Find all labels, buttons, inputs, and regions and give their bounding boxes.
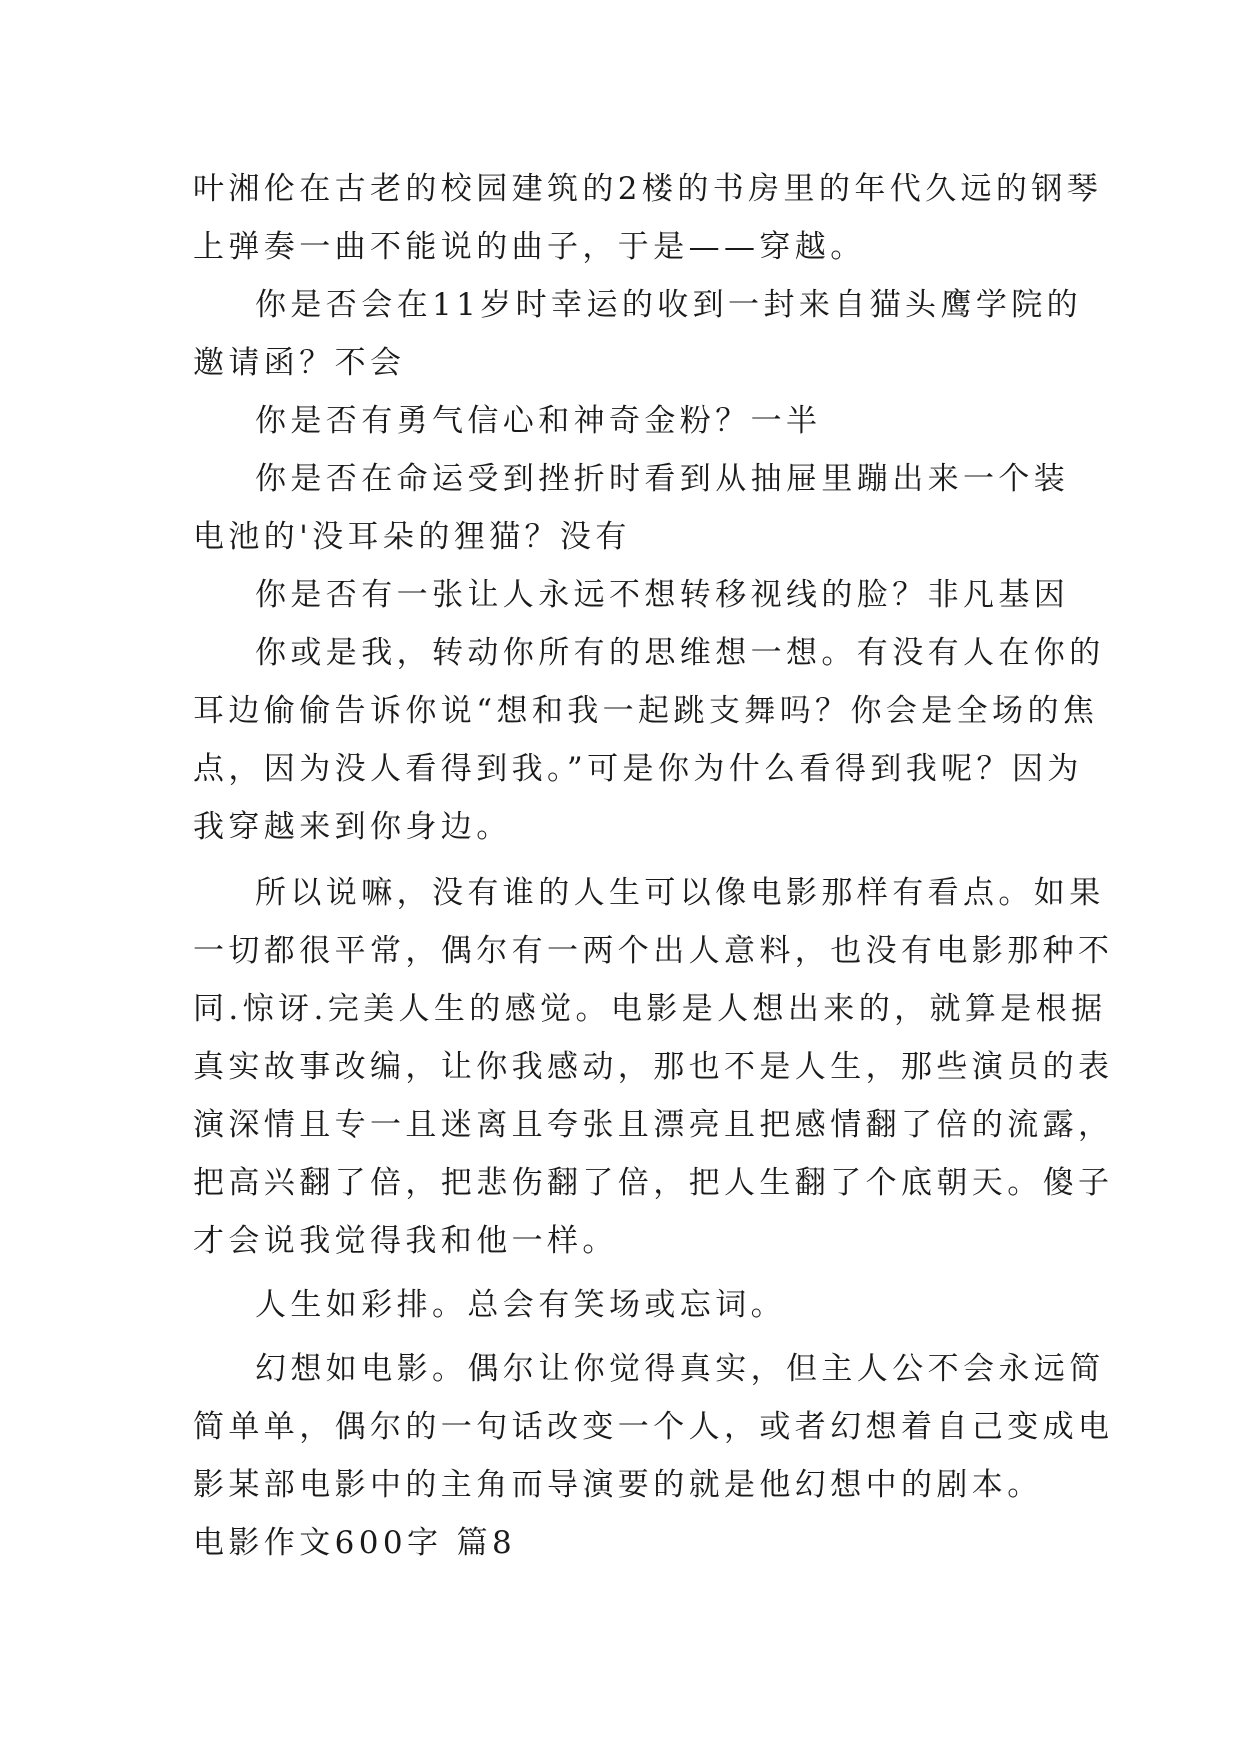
text-line: 真实故事改编，让你我感动，那也不是人生，那些演员的表 (193, 1049, 1114, 1085)
text-line: 耳边偷偷告诉你说“想和我一起跳支舞吗？你会是全场的焦 (193, 693, 1099, 729)
text-line: 邀请函？不会 (193, 345, 406, 381)
section-heading: 电影作文600字 篇8 (193, 1525, 517, 1561)
text-line: 影某部电影中的主角而导演要的就是他幻想中的剧本。 (193, 1467, 1043, 1503)
text-line: 幻想如电影。偶尔让你觉得真实，但主人公不会永远简 (255, 1351, 1105, 1387)
text-line: 一切都很平常，偶尔有一两个出人意料，也没有电影那种不 (193, 933, 1114, 969)
text-line: 点，因为没人看得到我。”可是你为什么看得到我呢？因为 (193, 751, 1083, 787)
text-line: 所以说嘛，没有谁的人生可以像电影那样有看点。如果 (255, 875, 1105, 911)
text-line: 叶湘伦在古老的校园建筑的2楼的书房里的年代久远的钢琴 (193, 171, 1103, 207)
text-line: 人生如彩排。总会有笑场或忘词。 (255, 1287, 786, 1323)
text-line: 简单单，偶尔的一句话改变一个人，或者幻想着自己变成电 (193, 1409, 1114, 1445)
text-line: 你是否有一张让人永远不想转移视线的脸？非凡基因 (255, 577, 1070, 613)
text-line: 才会说我觉得我和他一样。 (193, 1223, 618, 1259)
text-line: 我穿越来到你身边。 (193, 809, 512, 845)
text-line: 同.惊讶.完美人生的感觉。电影是人想出来的，就算是根据 (193, 991, 1107, 1027)
text-line: 你是否会在11岁时幸运的收到一封来自猫头鹰学院的 (255, 287, 1083, 323)
text-line: 你是否在命运受到挫折时看到从抽屉里蹦出来一个装 (255, 461, 1070, 497)
text-line: 上弹奏一曲不能说的曲子，于是——穿越。 (193, 229, 866, 265)
text-line: 你是否有勇气信心和神奇金粉？一半 (255, 403, 822, 439)
text-line: 电池的'没耳朵的狸猫？没有 (193, 519, 631, 555)
text-line: 把高兴翻了倍，把悲伤翻了倍，把人生翻了个底朝天。傻子 (193, 1165, 1114, 1201)
text-line: 你或是我，转动你所有的思维想一想。有没有人在你的 (255, 635, 1105, 671)
text-line: 演深情且专一且迷离且夸张且漂亮且把感情翻了倍的流露， (193, 1107, 1114, 1143)
